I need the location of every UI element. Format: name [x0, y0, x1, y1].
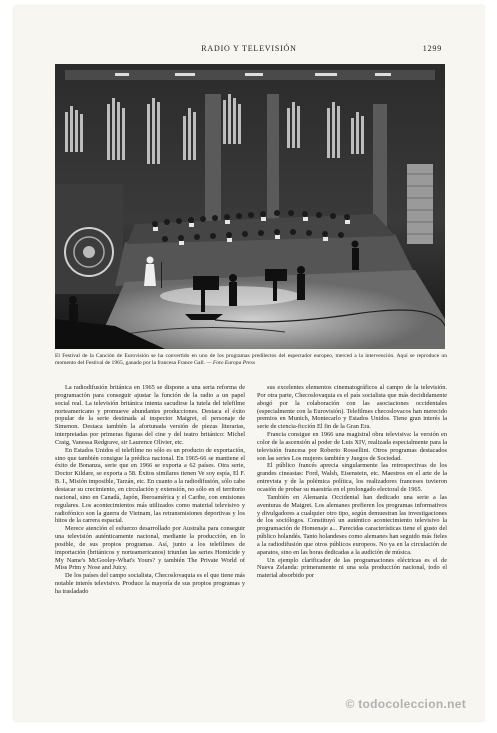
left-column: [55, 384, 245, 704]
paragraph: Un ejemplo clarificador de las programaciones eléctricas es el de Nueva Zelanda: primeramente ni una sola producción nacional, todo el material absorbido por: [257, 556, 447, 580]
stage-illustration: [55, 64, 445, 349]
paragraph: El público francés aprecia singularmente las retrospectivas de los grandes cineastas: Ford, Walsh, Eisenstein, etc. Maestros en el arte de la entrevista y de la polémica política, los realizadores franceses tuvieron ocasión de probar su maestría en el prolongado electoral de 1965.: [257, 462, 447, 493]
paragraph: En Estados Unidos el telefilme no sólo es un producto de exportación, sino que también consigue la prédica nacional. En 1965-66 se mantiene el éxito de Bonanza, serie que en 1966 se exporta a 62 países. Otra serie, Doctor Kildare, se exporta a 58. Éxitos similares tienen Ve soy espía, El F. B. I., Misión imposible, Tarzán, etc. En cuanto a la radiodifusión, sólo cabe destacar su crecimiento, en circulación y extensión, no sólo en el territorio nacional, sino en Canadá, Japón, Iberoamérica y el Caribe, con emisiones regulares. Los acontecimientos más utilizados como material televisivo y radiofónico son la guerra de Vietnam, las retransmisiones deportivas y los hitos de la carrera espacial.: [55, 446, 245, 525]
caption-text: El Festival de la Canción de Eurovisión se ha convertido en uno de los programas predilectos del espectador europeo, merced a la intervención. Aquí se reproduce un momento del Festival de 1965, ganado por la francesa France Gall.: [55, 353, 447, 366]
page-number: 1299: [422, 44, 442, 53]
watermark: © todocoleccion.net: [345, 697, 466, 711]
paragraph: Francia consigue en 1966 una magistral obra televisiva: la versión en color de la ascensión al poder de Luis XIV, realizada especialmente para la televisión francesa por Roberto Rossellini. Otros programas destacados son las series Los mujeres también y Juegos de Sociedad.: [257, 431, 447, 462]
paragraph: También en Alemania Occidental han dedicado una serie a las aventuras de Maigret. Los alemanes prefieren los programas informativos y divulgadores a cualquier otro tipo, según demuestran las investigaciones de los sociólogos. Constituyó un auténtico acontecimiento televisivo la programación de Homenaje a... Parecidas características tiene el gusto del público holandés. Tanto holandeses como alemanes han seguido más fieles a la radiodifusión que otros públicos europeos. No ya en la circulación de aparatos, sino en las horas dedicadas a la audición de música.: [257, 493, 447, 556]
paragraph: De los países del campo socialista, Checoslovaquia es el que tiene más notable interés televisivo. Produce la mayoría de sus propios programas y ha trasladado: [55, 572, 245, 595]
paragraph: Merece atención el esfuerzo desarrollado por Australia para conseguir una televisión auténticamente nacional, mediante la producción, en lo posible, de sus propios programas. Así, junto a los telefilmes de importación (británicos y norteamericanos) triunfan las series Homicide y My Name's McGooley-What's Yours? y también The Private World of Miss Prim y Nose and Juicy.: [55, 525, 245, 572]
article-body: [55, 384, 447, 704]
paragraph: sus excelentes elementos cinematográficos al campo de la televisión. Por otra parte, Checoslovaquia es el país socialista que más decididamente abogó por la colaboración con las asociaciones occidentales (especialmente con la Eurovisión). Telefilmes checoslovacos han merecido premios en Munich, Montecarlo y Estados Unidos. Tiene gran interés la serie de ciencia-ficción El fin de la Gran Era.: [257, 384, 447, 431]
right-column: [257, 384, 447, 704]
eurovision-stage-photo: [55, 64, 445, 349]
paragraph: La radiodifusión británica en 1965 se dispone a una seria reforma de programación para conseguir ajustar la función de la radio a un papel social real. La televisión británica intenta sacudirse la tutela del telefilme norteamericano y promueve abundantes producciones. Destaca el éxito popular de la serie destinada al inspector Maigret, el personaje de Simenon. Destaca también la afortunada versión de piezas literarias, interpretadas por primeras figuras del cine y del teatro británico: Michel Craig, Vanessa Redgrave, sir Laurence Olivier, etc.: [55, 384, 245, 446]
photo-credit: — Foto Europa Press: [206, 360, 255, 366]
magazine-page: [14, 6, 484, 721]
photo-caption: [55, 353, 447, 367]
section-title: RADIO Y TELEVISIÓN: [201, 44, 297, 53]
running-header: [14, 44, 484, 58]
